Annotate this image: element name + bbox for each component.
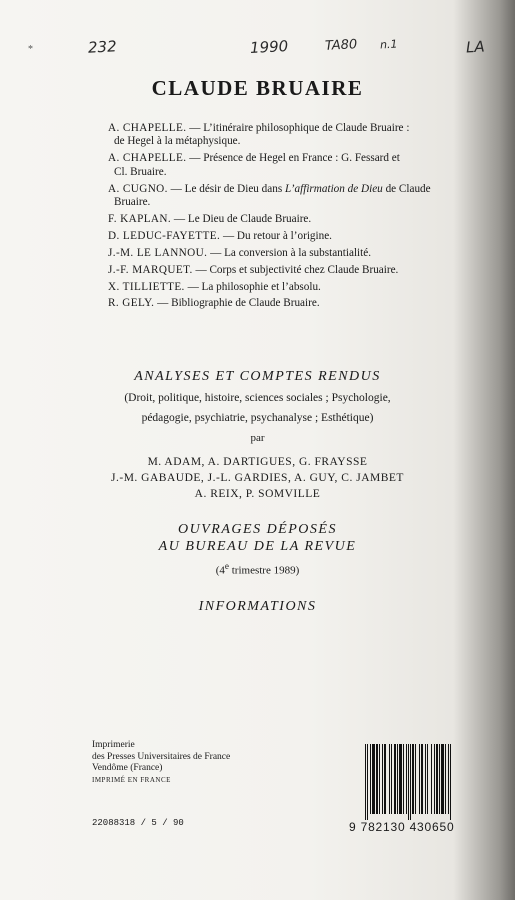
entry-title: — Corps et subjectivité chez Claude Bruaire. (195, 263, 399, 276)
entry-title: — Présence de Hegel en France : G. Fessard et (189, 152, 400, 165)
entry-title: — Bibliographie de Claude Bruaire. (157, 297, 320, 310)
contents-entry (108, 230, 488, 243)
entry-title: — La philosophie et l’absolu. (187, 280, 321, 293)
entry-author: A. CHAPELLE. (108, 122, 187, 134)
reviewers-line: M. ADAM, A. DARTIGUES, G. FRAYSSE (147, 456, 368, 468)
quarter-text: trimestre 1989) (228, 564, 300, 577)
entry-title: — L’itinéraire philosophique de Claude Bruaire : (189, 122, 410, 134)
printer-line: Imprimerie (92, 740, 135, 750)
contents-entry (108, 122, 488, 149)
contents-entry (108, 183, 488, 210)
reviewers-line: J.-M. GABAUDE, J.-L. GARDIES, A. GUY, C. JAMBET (111, 472, 404, 484)
contents-entry (108, 247, 488, 260)
ouvrages-date: (4e trimestre 1989) (215, 561, 300, 577)
printer-line: IMPRIMÉ EN FRANCE (92, 775, 171, 784)
entry-title: de Claude (382, 182, 431, 195)
handwritten-note: 1990 (249, 37, 289, 57)
printer-imprint (92, 740, 230, 786)
handwritten-note: 232 (87, 37, 118, 57)
print-code: 22088318 / 5 / 90 (92, 818, 184, 828)
barcode-bars (365, 744, 489, 814)
contents-entry (108, 213, 488, 226)
handwritten-note: LA (465, 37, 486, 57)
par-label: par (250, 432, 265, 444)
ouvrages-section (0, 521, 515, 578)
entry-title-continued: Cl. Bruaire. (114, 165, 167, 178)
corner-mark: * (28, 44, 33, 55)
analyses-section (0, 368, 515, 425)
quarter-superscript: e (224, 561, 229, 571)
entry-title: — Du retour à l’origine. (222, 229, 332, 242)
analyses-heading: ANALYSES ET COMPTES RENDUS (134, 369, 381, 384)
entry-author: A. CUGNO. (108, 182, 168, 195)
handwritten-note: n.1 (379, 37, 398, 52)
entry-author: J.-M. LE LANNOU. (108, 246, 208, 259)
contents-entry (108, 152, 488, 179)
entry-author: A. CHAPELLE. (108, 152, 187, 165)
entry-title-continued: Bruaire. (114, 196, 151, 209)
ouvrages-heading: AU BUREAU DE LA REVUE (158, 539, 357, 554)
entry-author: D. LEDUC-FAYETTE. (108, 229, 221, 242)
analyses-subtitle: pédagogie, psychiatrie, psychanalyse ; Esthétique) (141, 412, 374, 424)
entry-author: F. KAPLAN. (108, 212, 172, 225)
informations-heading: INFORMATIONS (198, 599, 317, 614)
entry-author: J.-F. MARQUET. (108, 263, 193, 276)
informations-section (0, 598, 515, 615)
contents-entry (108, 281, 488, 294)
ouvrages-heading: OUVRAGES DÉPOSÉS (178, 522, 337, 537)
entry-title-italic: L’affirmation de Dieu (284, 182, 383, 195)
issue-title: CLAUDE BRUAIRE (151, 76, 364, 100)
entry-author: X. TILLIETTE. (108, 280, 185, 293)
table-of-contents (108, 122, 488, 314)
barcode (365, 744, 489, 822)
printer-line: Vendôme (France) (92, 763, 163, 773)
contents-entry (108, 297, 488, 310)
entry-title: — La conversion à la substantialité. (210, 246, 372, 259)
printer-line: des Presses Universitaires de France (92, 751, 231, 762)
entry-title: — Le Dieu de Claude Bruaire. (173, 212, 312, 225)
entry-author: R. GELY. (108, 297, 155, 310)
handwritten-note: TA80 (324, 37, 358, 54)
barcode-bar (451, 744, 452, 814)
analyses-subtitle: (Droit, politique, histoire, sciences sociales ; Psychologie, (124, 392, 391, 404)
isbn-digits: 9 782130 430650 (349, 820, 455, 834)
reviewers-line: A. REIX, P. SOMVILLE (194, 488, 321, 500)
quarter-number: 4 (219, 564, 225, 577)
entry-title-continued: de Hegel à la métaphysique. (114, 135, 241, 148)
contents-entry (108, 264, 488, 277)
reviewers-list (0, 454, 515, 502)
entry-title: — Le désir de Dieu dans (170, 182, 285, 195)
